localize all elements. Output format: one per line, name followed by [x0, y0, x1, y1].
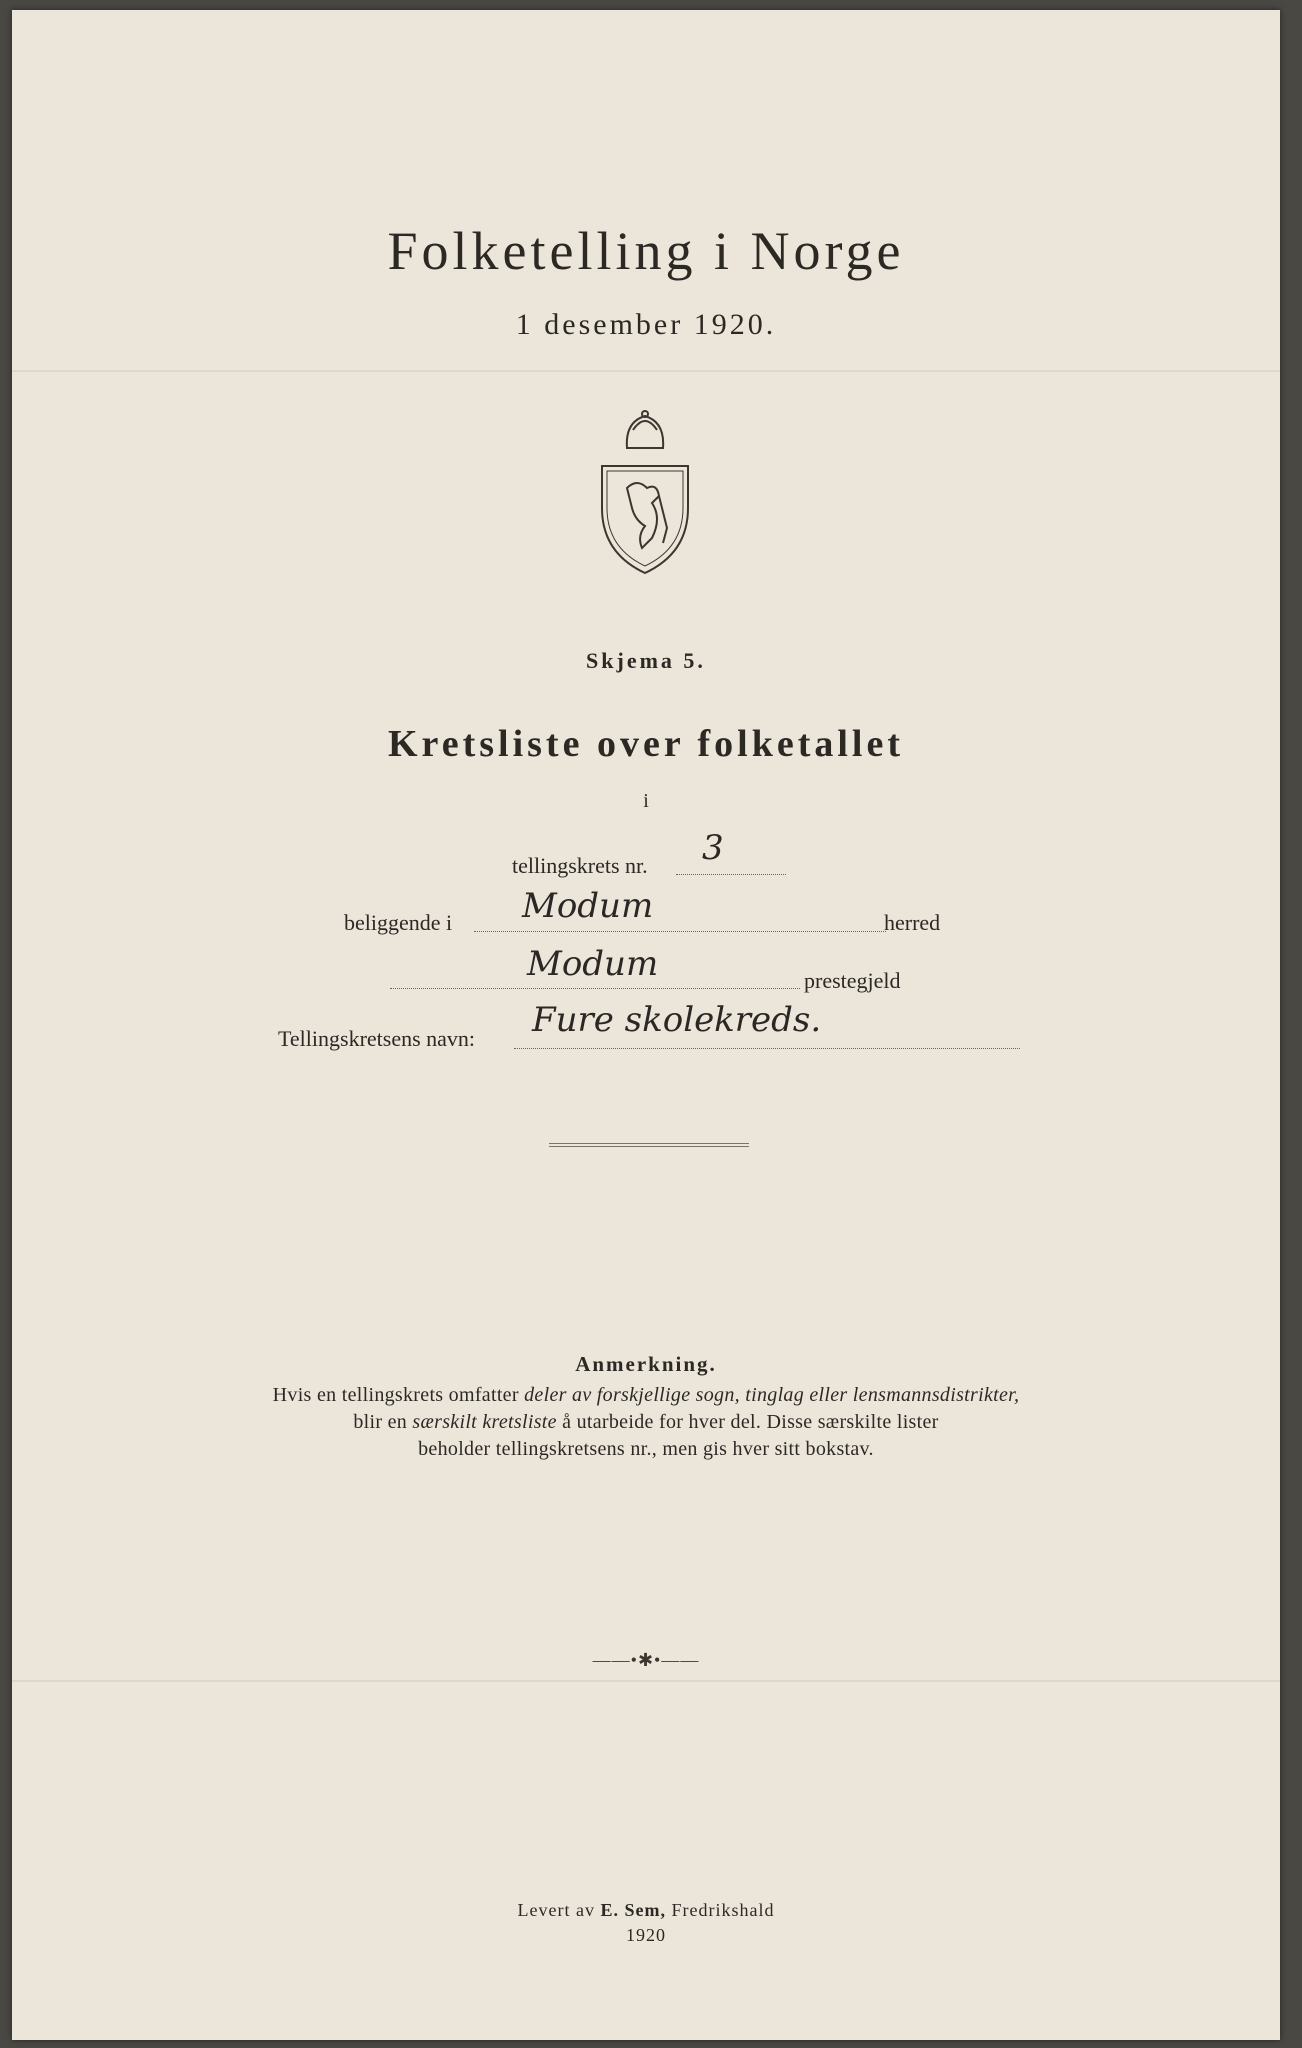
note-italic-text: særskilt kretsliste — [412, 1411, 557, 1433]
dotted-line — [474, 931, 886, 932]
paper-fold-line — [12, 370, 1280, 372]
printer-year: 1920 — [626, 1925, 666, 1945]
dotted-line — [390, 988, 800, 989]
census-date: 1 desember 1920. — [515, 308, 777, 341]
printer-prefix: Levert av — [517, 1900, 601, 1920]
tellingskrets-number-value: 3 — [702, 828, 724, 868]
prestegjeld-label: prestegjeld — [804, 968, 901, 993]
ornament-divider: ——•✱•—— — [592, 1650, 700, 1670]
herred-label: herred — [884, 910, 941, 935]
printer-line — [12, 1898, 1280, 1923]
note-italic-text: deler av forskjellige sogn, tinglag eller lensmannsdistrikter, — [524, 1384, 1020, 1406]
navn-value: Fure skolekreds. — [532, 1000, 822, 1040]
norwegian-coat-of-arms-icon — [597, 408, 693, 578]
beliggende-label: beliggende i — [344, 910, 453, 935]
note-text: Hvis en tellingskrets omfatter — [272, 1384, 525, 1406]
dotted-line — [676, 874, 786, 875]
list-heading: Kretsliste over folketallet — [387, 723, 905, 765]
form-title: Folketelling i Norge — [387, 221, 905, 281]
navn-label: Tellingskretsens navn: — [278, 1026, 476, 1051]
note-heading: Anmerkning. — [575, 1352, 717, 1376]
printer-place: Fredrikshald — [665, 1900, 775, 1920]
prestegjeld-value: Modum — [527, 944, 659, 984]
separator-rule — [549, 1143, 749, 1147]
census-form-page — [12, 10, 1280, 2040]
paper-fold-line — [12, 1680, 1280, 1682]
preposition-text: i — [643, 790, 649, 812]
dotted-line — [514, 1048, 1020, 1049]
schema-label: Skjema 5. — [586, 648, 706, 673]
tellingskrets-label: tellingskrets nr. — [512, 853, 648, 878]
note-line-2 — [12, 1409, 1280, 1436]
note-text: blir en — [353, 1411, 413, 1433]
note-line-3: beholder tellingskretsens nr., men gis hver sitt bokstav. — [418, 1438, 874, 1460]
printer-imprint — [12, 1898, 1280, 1948]
printer-name: E. Sem, — [600, 1900, 666, 1920]
note-text: å utarbeide for hver del. Disse særskilte lister — [556, 1411, 939, 1433]
note-line-1 — [12, 1382, 1280, 1409]
herred-value: Modum — [522, 886, 654, 926]
